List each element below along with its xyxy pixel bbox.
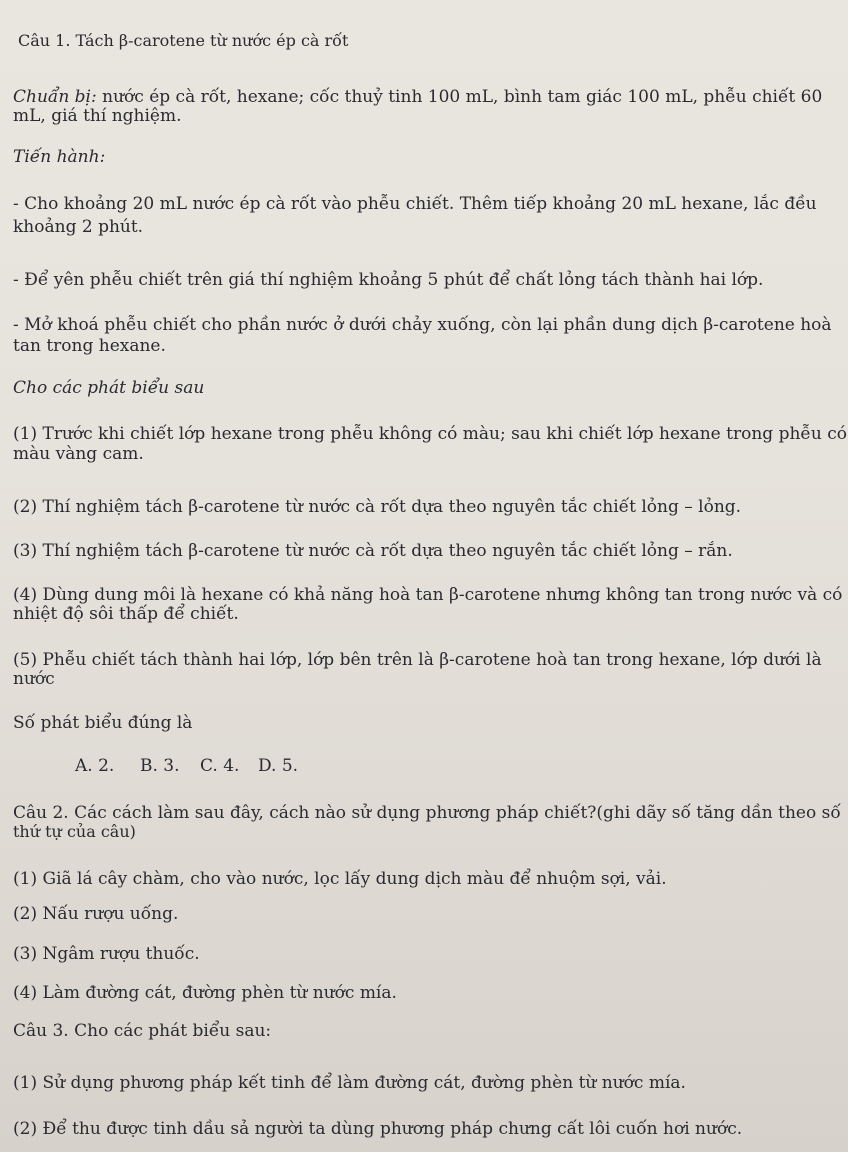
q3-statement-1: (1) Sử dụng phương pháp kết tinh để làm đường cát, đường phèn từ nước mía. (13, 1073, 686, 1093)
q1-procedure-label: Tiến hành: (13, 147, 106, 167)
q2-item-4: (4) Làm đường cát, đường phèn từ nước mía. (13, 983, 397, 1003)
q1-prep-line-2: mL, giá thí nghiệm. (13, 106, 182, 126)
q1-title: Câu 1. Tách β-carotene từ nước ép cà rốt (18, 31, 349, 50)
option-b[interactable]: B. 3. (140, 756, 180, 776)
option-d[interactable]: D. 5. (258, 756, 299, 776)
q1-step2: - Để yên phễu chiết trên giá thí nghiệm khoảng 5 phút để chất lỏng tách thành hai lớp. (13, 270, 764, 290)
q1-statement-5-line-2: nước (13, 669, 55, 689)
q1-statements-label: Cho các phát biểu sau (13, 378, 205, 398)
q1-statement-1-line-1: (1) Trước khi chiết lớp hexane trong phễu không có màu; sau khi chiết lớp hexane trong phễu có (13, 424, 847, 444)
q1-statement-4-line-1: (4) Dùng dung môi là hexane có khả năng hoà tan β-carotene nhưng không tan trong nước và có (13, 585, 843, 605)
q1-step3-line-1: - Mở khoá phễu chiết cho phần nước ở dưới chảy xuống, còn lại phần dung dịch β-carotene hoà (13, 315, 832, 335)
q3-title: Câu 3. Cho các phát biểu sau: (13, 1021, 272, 1041)
q1-step1-line-2: khoảng 2 phút. (13, 217, 144, 237)
q2-title-line-2: thứ tự của câu) (13, 822, 136, 841)
q1-prep-text-1: nước ép cà rốt, hexane; cốc thuỷ tinh 100 mL, bình tam giác 100 mL, phễu chiết 60 (96, 87, 823, 107)
q1-statement-2: (2) Thí nghiệm tách β-carotene từ nước cà rốt dựa theo nguyên tắc chiết lỏng – lỏng. (13, 497, 742, 517)
q1-statement-4-line-2: nhiệt độ sôi thấp để chiết. (13, 604, 239, 624)
option-a[interactable]: A. 2. (75, 756, 115, 776)
q3-statement-2: (2) Để thu được tinh dầu sả người ta dùng phương pháp chưng cất lôi cuốn hơi nước. (13, 1119, 743, 1139)
q2-item-1: (1) Giã lá cây chàm, cho vào nước, lọc lấy dung dịch màu để nhuộm sợi, vải. (13, 869, 667, 889)
q1-statement-5-line-1: (5) Phễu chiết tách thành hai lớp, lớp bên trên là β-carotene hoà tan trong hexane, lớp dưới là (13, 650, 822, 670)
option-c[interactable]: C. 4. (200, 756, 240, 776)
q1-prep-label: Chuẩn bị: (13, 87, 97, 107)
q2-title-line-1: Câu 2. Các cách làm sau đây, cách nào sử dụng phương pháp chiết?(ghi dãy số tăng dần theo số (13, 803, 841, 823)
q2-item-2: (2) Nấu rượu uống. (13, 904, 179, 924)
q1-question: Số phát biểu đúng là (13, 713, 193, 733)
q1-statement-3: (3) Thí nghiệm tách β-carotene từ nước cà rốt dựa theo nguyên tắc chiết lỏng – rắn. (13, 541, 733, 561)
q1-statement-1-line-2: màu vàng cam. (13, 444, 144, 464)
q1-step3-line-2: tan trong hexane. (13, 336, 166, 356)
q2-item-3: (3) Ngâm rượu thuốc. (13, 944, 200, 964)
q1-step1-line-1: - Cho khoảng 20 mL nước ép cà rốt vào phễu chiết. Thêm tiếp khoảng 20 mL hexane, lắc đều (13, 194, 817, 214)
